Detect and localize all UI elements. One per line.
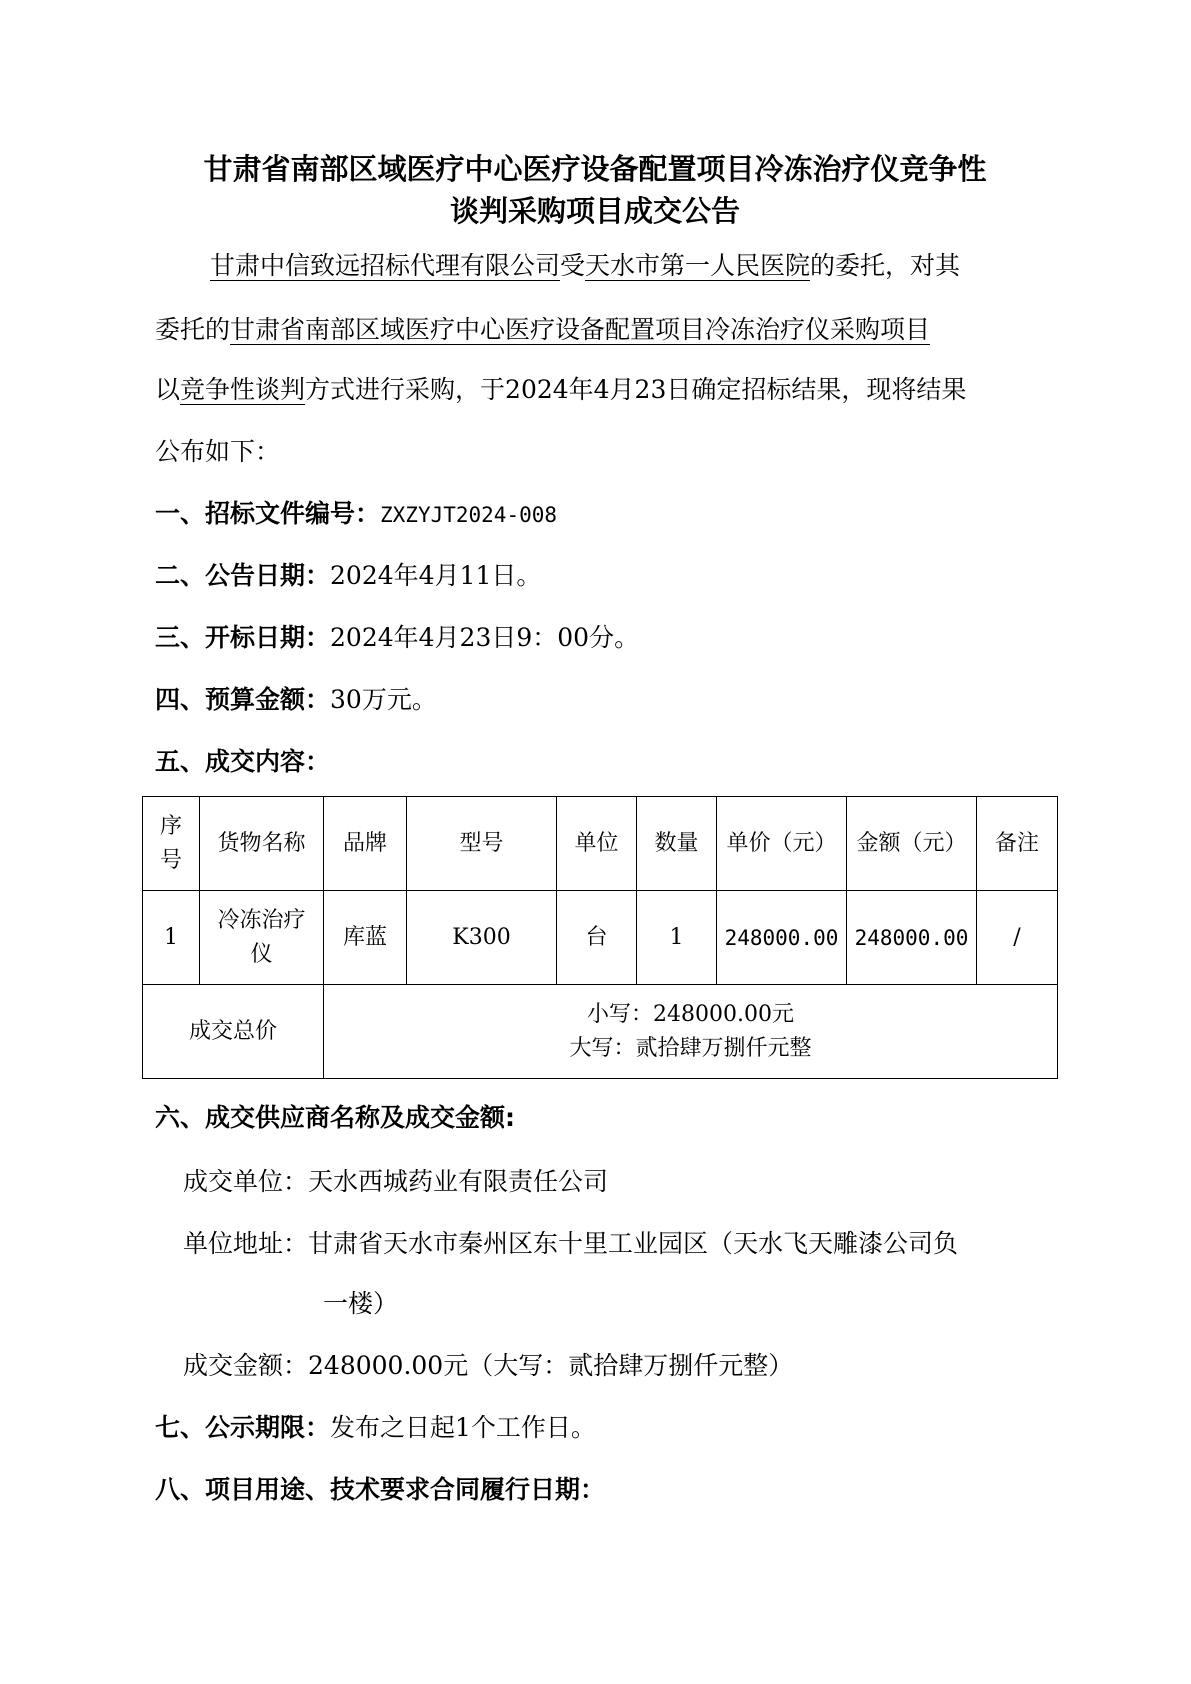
cell-price: 248000.00: [717, 891, 847, 985]
section-deal-content: 五、成交内容：: [155, 747, 331, 776]
header-seq: 序 号: [143, 797, 200, 891]
cell-unit: 台: [557, 891, 637, 985]
section-open-date: 三、开标日期：2024年4月23日9：00分。: [155, 623, 640, 652]
total-value: [324, 985, 1058, 1079]
header-name: 货物名称: [200, 797, 324, 891]
supplier-address-line: 单位地址：甘肃省天水市秦州区东十里工业园区（天水飞天雕漆公司负: [183, 1229, 959, 1258]
cell-name: 冷冻治疗 仪: [200, 891, 324, 985]
table-row: [143, 891, 1058, 985]
cell-amount: 248000.00: [847, 891, 977, 985]
procurement-method: 竞争性谈判: [180, 375, 306, 404]
header-price: 单价（元）: [717, 797, 847, 891]
supplier-address: 甘肃省天水市秦州区东十里工业园区（天水飞天雕漆公司负: [308, 1229, 959, 1258]
intro-line-3: 以竞争性谈判方式进行采购，于2024年4月23日确定招标结果，现将结果: [155, 375, 967, 404]
header-amount: 金额（元）: [847, 797, 977, 891]
supplier-name-line: 成交单位：天水西城药业有限责任公司: [183, 1167, 609, 1196]
supplier-address-line-2: 一楼）: [323, 1289, 399, 1318]
intro-line-4: 公布如下：: [155, 437, 281, 466]
table-header-row: [143, 797, 1058, 891]
total-label: 成交总价: [143, 985, 324, 1079]
header-unit: 单位: [557, 797, 637, 891]
agent-name: 甘肃中信致远招标代理有限公司: [210, 251, 561, 280]
project-name: 甘肃省南部区域医疗中心医疗设备配置项目冷冻治疗仪采购项目: [230, 315, 931, 344]
section-budget: 四、预算金额：30万元。: [155, 685, 437, 714]
supplier-amount-line: 成交金额：248000.00元（大写：贰拾肆万捌仟元整）: [183, 1351, 794, 1380]
doc-number-value: ZXZYJT2024-008: [380, 503, 558, 527]
total-small: 小写：248000.00元: [587, 1001, 794, 1027]
intro-line-1: 甘肃中信致远招标代理有限公司受天水市第一人民医院的委托，对其: [210, 251, 961, 280]
document-title-line1: 甘肃省南部区域医疗中心医疗设备配置项目冷冻治疗仪竞争性: [203, 152, 987, 186]
supplier-amount: 248000.00元（大写：贰拾肆万捌仟元整）: [308, 1351, 794, 1380]
total-big: 大写：贰拾肆万捌仟元整: [569, 1035, 812, 1061]
document-title-line2: 谈判采购项目成交公告: [449, 194, 740, 228]
section-doc-number: 一、招标文件编号：ZXZYJT2024-008: [155, 499, 558, 528]
cell-seq: 1: [143, 891, 200, 985]
header-qty: 数量: [637, 797, 717, 891]
section-project-usage: 八、项目用途、技术要求合同履行日期：: [155, 1475, 606, 1504]
intro-line-2: 委托的甘肃省南部区域医疗中心医疗设备配置项目冷冻治疗仪采购项目: [155, 315, 931, 344]
table-total-row: [143, 985, 1058, 1079]
client-name: 天水市第一人民医院: [585, 251, 811, 280]
header-model: 型号: [407, 797, 557, 891]
section-announce-date: 二、公告日期：2024年4月11日。: [155, 561, 542, 590]
supplier-name: 天水西城药业有限责任公司: [308, 1167, 609, 1196]
section-supplier: 六、成交供应商名称及成交金额:: [155, 1103, 515, 1132]
cell-remark: /: [977, 891, 1058, 985]
goods-table: [142, 796, 1058, 1079]
cell-brand: 库蓝: [324, 891, 407, 985]
header-brand: 品牌: [324, 797, 407, 891]
header-remark: 备注: [977, 797, 1058, 891]
section-publicity-period: 七、公示期限：发布之日起1个工作日。: [155, 1413, 596, 1442]
cell-model: K300: [407, 891, 557, 985]
cell-qty: 1: [637, 891, 717, 985]
